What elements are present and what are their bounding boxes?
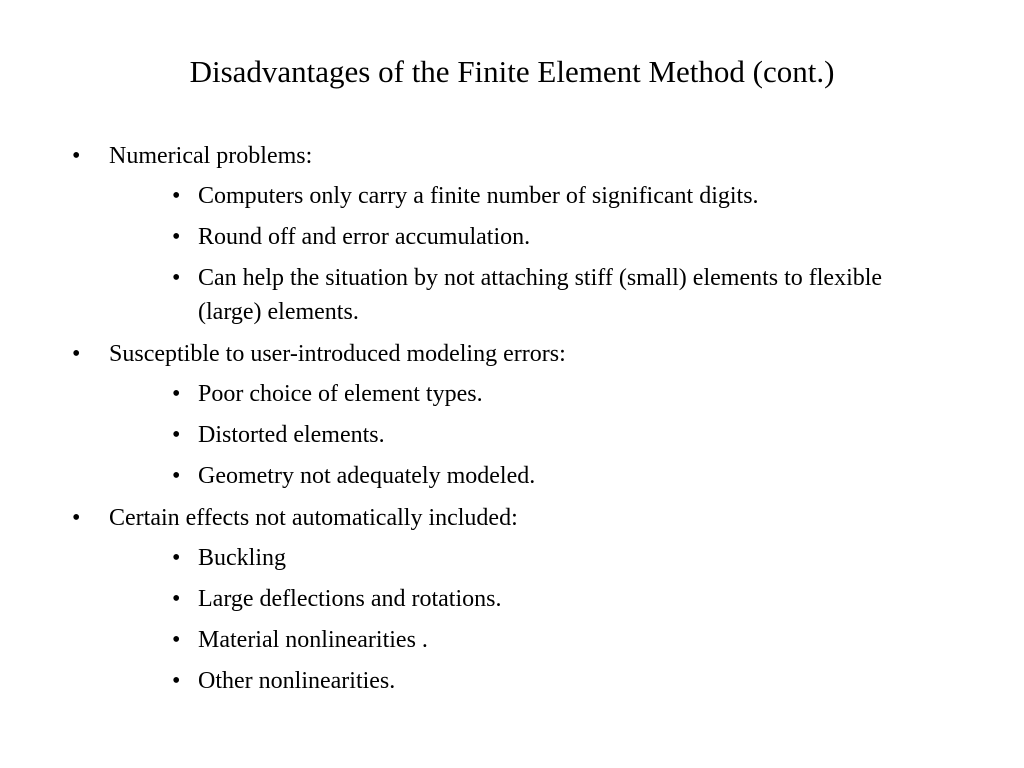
sub-bullet-item (0, 220, 1024, 254)
sub-bullet-text: Poor choice of element types. (198, 381, 483, 407)
sub-bullet-item (0, 261, 1024, 329)
sub-bullet-icon: • (172, 545, 181, 571)
bullet-item-numerical-problems (0, 138, 1024, 179)
bullet-item-modeling-errors (0, 336, 1024, 377)
sub-bullet-text: Can help the situation by not attaching stiff (small) elements to flexible (large) elements. (198, 265, 883, 325)
sub-bullet-text: Distorted elements. (198, 422, 385, 448)
sub-bullet-text: Round off and error accumulation. (198, 224, 531, 250)
sub-bullet-text: Buckling (198, 545, 286, 571)
sub-bullet-text: Geometry not adequately modeled. (198, 463, 536, 489)
bullet-icon: • (72, 143, 81, 169)
sub-bullet-icon: • (172, 463, 181, 489)
sub-bullet-text: Other nonlinearities. (198, 668, 396, 694)
sub-bullet-icon: • (172, 265, 181, 291)
sub-bullet-icon: • (172, 668, 181, 694)
bullet-icon: • (72, 341, 81, 367)
bullet-icon: • (72, 505, 81, 531)
bullet-heading: Certain effects not automatically included: (109, 505, 518, 531)
sub-bullet-item (0, 377, 1024, 411)
sub-bullet-icon: • (172, 183, 181, 209)
sub-bullet-item (0, 459, 1024, 493)
sub-bullet-icon: • (172, 627, 181, 653)
sub-bullet-item (0, 541, 1024, 575)
sub-bullet-text: Material nonlinearities . (198, 627, 428, 653)
sub-bullet-item (0, 664, 1024, 698)
sub-bullet-icon: • (172, 422, 181, 448)
sub-bullet-icon: • (172, 381, 181, 407)
sub-bullet-item (0, 623, 1024, 657)
sub-bullet-icon: • (172, 224, 181, 250)
sub-bullet-icon: • (172, 586, 181, 612)
bullet-heading: Susceptible to user-introduced modeling errors: (109, 341, 566, 367)
slide-content (0, 138, 1024, 705)
slide-title: Disadvantages of the Finite Element Method (cont.) (189, 54, 835, 89)
bullet-item-effects-not-included (0, 500, 1024, 541)
sub-bullet-text: Computers only carry a finite number of significant digits. (198, 183, 759, 209)
sub-bullet-item (0, 418, 1024, 452)
sub-bullet-text: Large deflections and rotations. (198, 586, 502, 612)
sub-bullet-item (0, 582, 1024, 616)
sub-bullet-item (0, 179, 1024, 213)
bullet-heading: Numerical problems: (109, 143, 313, 169)
